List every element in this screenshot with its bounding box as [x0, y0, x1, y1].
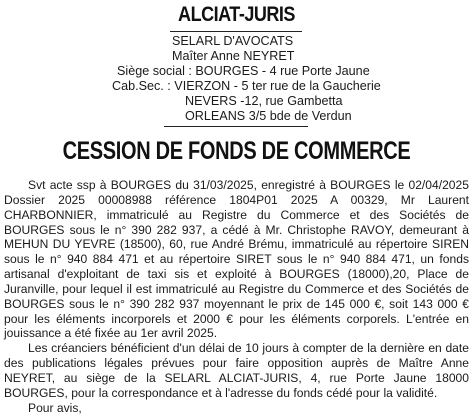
firm-secondary-office: Cab.Sec. : VIERZON - 5 ter rue de la Gaucherie: [112, 79, 381, 93]
divider-middle: [164, 126, 308, 127]
divider-top: [170, 31, 302, 32]
firm-office-orleans: ORLEANS 3/5 bde de Verdun: [185, 109, 352, 123]
notice-title: CESSION DE FONDS DE COMMERCE: [62, 137, 411, 165]
notice-signoff: Pour avis,: [28, 400, 82, 415]
notice-paragraph-sale: Svt acte ssp à BOURGES du 31/03/2025, enregistré à BOURGES le 02/04/2025 Dossier 2025 00008988 référence 1804P01 2025 A 00329, Mr Laurent CHARBONNIER, immatriculé au Registre du Commerce et des Sociétés de BOURGES sous le n° 390 282 937, a cédé à Mr. Christophe RAVOY, demeurant à MEHUN DU YEVRE (18500), 60, rue André Brému, immatriculé au répertoire SIREN sous le n° 940 884 471 et au répertoire SIRET sous le n° 940 884 471, un fonds artisanal d'exploitant de taxi sis et exploité à BOURGES (18000),20, Place de Juranville, pour lequel il est immatriculé au Registre du Commerce et des Sociétés de BOURGES sous le n° 390 282 937 moyennant le prix de 145 000 €, soit 143 000 € pour les éléments incorporels et 2000 € pour les éléments corporels. L'entrée en jouissance a été fixée au 1er avril 2025.: [4, 178, 469, 341]
notice-body: [4, 178, 469, 416]
firm-type: SELARL D'AVOCATS: [172, 34, 294, 48]
firm-office-nevers: NEVERS -12, rue Gambetta: [185, 94, 343, 108]
firm-head-office: Siège social : BOURGES - 4 rue Porte Jaune: [117, 64, 370, 78]
notice-paragraph-creditors: Les créanciers bénéficient d'un délai de 10 jours à compter de la dernière en date des publications légales prévues pour faire opposition auprès de Maître Anne NEYRET, au siège de la SELARL ALCIAT-JURIS, 4, rue Porte Jaune 18000 BOURGES, pour la correspondance et à l'adresse du fonds cédé pour la validité.: [4, 341, 469, 400]
firm-name: ALCIAT-JURIS: [178, 3, 295, 26]
firm-lawyer: Maîter Anne NEYRET: [172, 49, 295, 63]
